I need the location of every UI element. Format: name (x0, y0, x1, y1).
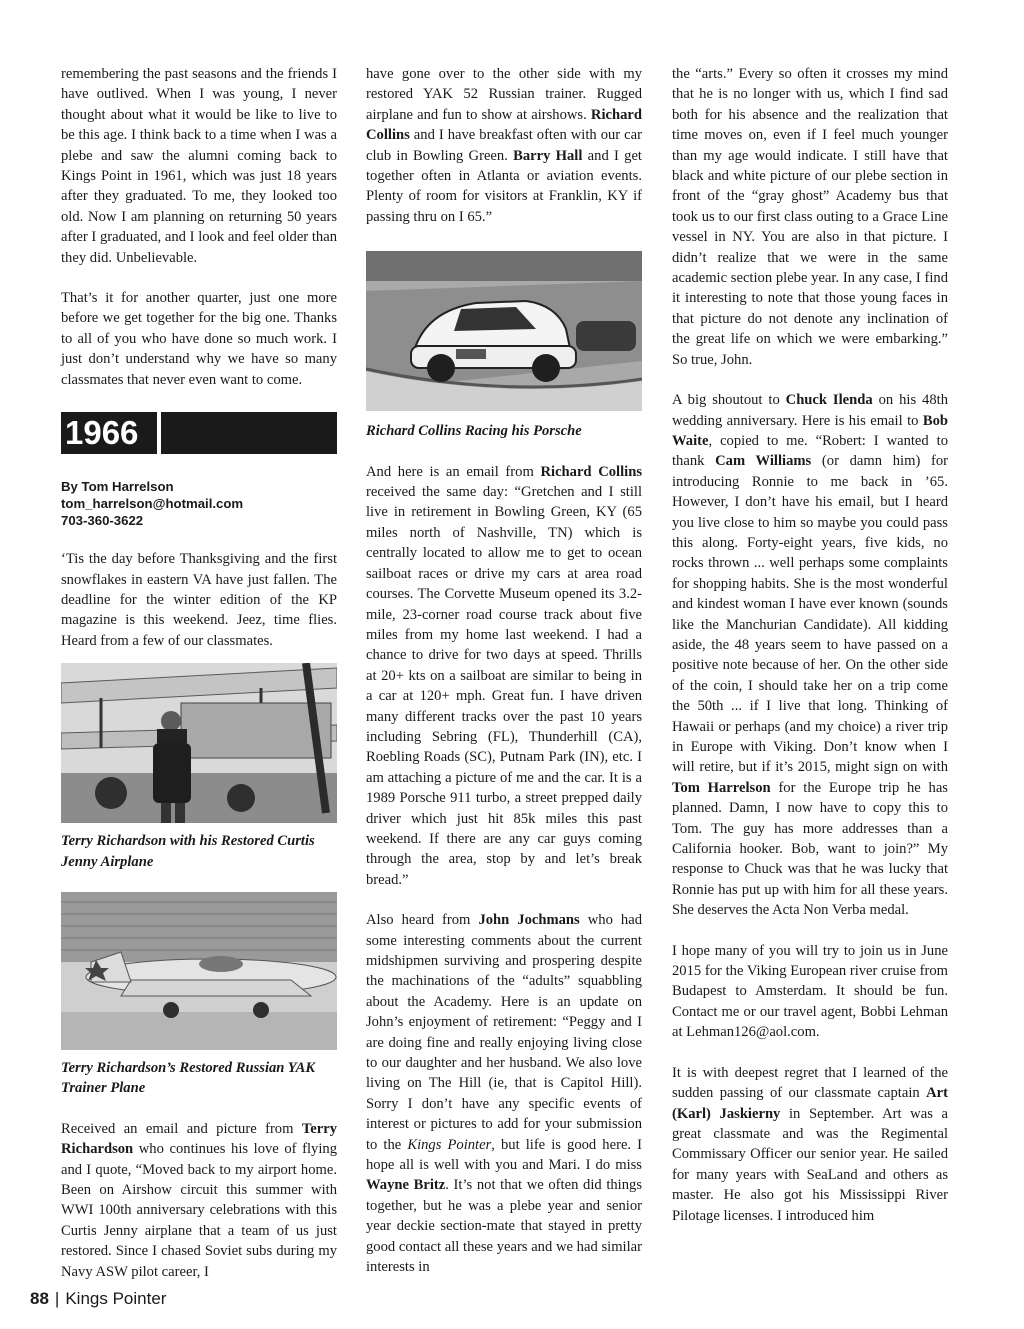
footer-separator: | (54, 1289, 60, 1308)
page-footer (30, 1288, 166, 1310)
column-1 (61, 64, 337, 1282)
publication-title: Kings Pointer (407, 1136, 492, 1153)
byline-email: tom_harrelson@hotmail.com (61, 496, 244, 512)
photo-caption: Terry Richardson with his Restored Curtis Jenny Airplane (61, 833, 315, 870)
paragraph: That’s it for another quarter, just one more before we get together for the big one. Thanks to all of you who have done so much work. I just don’t understand why we have so many classmates that never even want to come. (61, 290, 337, 388)
paragraph: ‘Tis the day before Thanksgiving and the first snowflakes in eastern VA have just fallen. The deadline for the winter edition of the KP magazine is this weekend. Jeez, time flies. Heard from a few of our classmates. (61, 551, 337, 649)
byline-author: By Tom Harrelson (61, 479, 174, 495)
banner-bar (161, 412, 337, 454)
classmate-name: Richard Collins (540, 463, 642, 480)
paragraph: A big shoutout to Chuck Ilenda on his 48th wedding anniversary. Here is his email to Bob Waite, copied to me. “Robert: I wanted to thank Cam Williams (or damn him) for introducing Ronnie to me back in ’65. However, I don’t have his email, but I heard you live close to him so maybe you could pass this along. Forty-eight years, five kids, no rocks thrown ... well perhaps some complaints for shopping habits. She is the most wonderful and kindest woman I have ever known (sounds like the Manchurian Candidate). All kidding aside, the 48 years seem to have passed on a positive note because of her. On the other side of the coin, I should take her on a trip come the 50th ... if I live that long. Thinking of Hawaii or perhaps (and my choice) a river trip in Europe with Viking. Don’t know when I will retire, but if it’s 2015, might sign on with Tom Harrelson for the Europe trip he has planned. Damn, I now have to copy this to Tom. The guy has more addresses than a California hooker. Bob, want to join?” My response to Chuck was that he was lucky that Ronnie has put up with him for all these years. She deserves the Acta Non Verba medal. (672, 392, 949, 919)
classmate-name: Terry Richardson (61, 1120, 337, 1158)
photo-porsche-racing (366, 251, 642, 411)
classmate-name: Bob Waite (672, 412, 948, 449)
classmate-name: Cam Williams (715, 453, 812, 470)
column-3 (672, 64, 948, 1226)
paragraph: I hope many of you will try to join us in June 2015 for the Viking European river cruise from Budapest to Amsterdam. It should be fun. Contact me or our travel agent, Bobbi Lehman at Lehman126@aol.com. (672, 942, 948, 1041)
photo-yak-trainer-plane (61, 892, 337, 1050)
paragraph: Also heard from John Jochmans who had some interesting comments about the current midshipmen surviving and prospering despite the machinations of the “adults” squabbling about the Academy. Here is an update on John’s enjoyment of retirement: “Peggy and I are doing fine and really enjoying living close to our daughter and her husband. We also love living on The Hill (ie, that is Capitol Hill). Sorry I don’t have any specific events of interest or pictures to add for your submission to the Kings Pointer, but life is good here. I hope all is well with you and Mari. I do miss Wayne Britz. It’s not that we often did things together, but he was a plebe year and senior year deckie section-mate that stayed in pretty good contact all these years and we had similar interests in (366, 912, 643, 1276)
page-number: 88 (30, 1289, 49, 1308)
byline-phone: 703-360-3622 (61, 513, 144, 529)
class-year: 1966 (61, 412, 157, 454)
classmate-name: Art (Karl) Jaskierny (672, 1085, 948, 1122)
photo-caption: Richard Collins Racing his Porsche (366, 423, 582, 440)
column-2 (366, 64, 642, 1278)
photo-curtis-jenny-airplane (61, 663, 337, 823)
paragraph: have gone over to the other side with my restored YAK 52 Russian trainer. Rugged airplane and fun to show at airshows. Richard Collins and I have breakfast often with our car club in Bowling Green. Barry Hall and I get together often in Atlanta or aviation events. Plenty of room for visitors at Franklin, KY if passing thru on I 65.” (366, 66, 642, 225)
classmate-name: Chuck Ilenda (785, 392, 873, 409)
paragraph: the “arts.” Every so often it crosses my mind that he is no longer with us, which I find sad both for his absence and the realization that time moves on, even if I feel much younger than my age would indicate. I still have that black and white picture of our plebe section in front of the “gray ghost” Academy bus that took us to our first class outing to a Grace Line vessel in NY. You are also in that picture. I didn’t realize that we were in the same academic section plebe year. In any case, I find it interesting to note that those young faces in that picture do not denote any inclination of the great life on which we were embarking.” So true, John. (672, 66, 948, 368)
classmate-name: Tom Harrelson (672, 779, 771, 796)
paragraph: remembering the past seasons and the friends I have outlived. When I was young, I never thought about what it would be like to live to be this age. I think back to a time when I was a plebe and saw the alumni coming back to Kings Point in 1961, which was just 18 years after they graduated. To me, they looked too old. Now I am planning on returning 50 years after I graduated, and I look and feel older than they did. Unbelievable. (61, 66, 337, 266)
classmate-name: John Jochmans (478, 912, 580, 929)
photo-caption: Terry Richardson’s Restored Russian YAK Trainer Plane (61, 1059, 316, 1097)
classmate-name: Wayne Britz (366, 1177, 446, 1194)
paragraph: And here is an email from Richard Collins received the same day: “Gretchen and I still live in retirement in Bowling Green, KY (65 miles north of Nashville, TN) which is centrally located to allow me to get to ocean sailboat races or drive my cars at area road courses. The Corvette Museum opened its 3.2-mile, 23-corner road course track about five miles from my home last weekend. I had a chance to drive for two days at speed. Thrills at 20+ kts on a sailboat are similar to being in a car at 120+ mph. Great fun. I have driven many different tracks over the past 10 years including Sebring (FL), Thunderhill (CA), Roebling Roads (SC), Putnam Park (IN), etc. I am attaching a picture of me and the car. It is a 1989 Porsche 911 turbo, a street prepped daily driver which just hit 85k miles this past weekend. If there are any car guys coming through the area, stop by and let’s break bread.” (366, 463, 642, 888)
classmate-name: Barry Hall (513, 147, 583, 164)
paragraph: Received an email and picture from Terry Richardson who continues his love of flying and I quote, “Moved back to my airport home. Been on Airshow circuit this summer with WWI 100th anniversary celebrations with this Curtis Jenny airplane that a team of us just restored. Since I chased Soviet subs during my Navy ASW pilot career, I (61, 1120, 337, 1280)
class-year-banner (61, 412, 337, 454)
paragraph: It is with deepest regret that I learned of the sudden passing of our classmate captain Art (Karl) Jaskierny in September. Art was a great classmate and was the Regimental Commissary Officer our senior year. He sailed for many years with SeaLand and others as master. He also got his Mississippi River Pilotage licenses. I introduced him (672, 1064, 948, 1224)
publication-name: Kings Pointer (65, 1289, 167, 1308)
byline (61, 478, 337, 529)
classmate-name: Richard Collins (366, 106, 642, 144)
